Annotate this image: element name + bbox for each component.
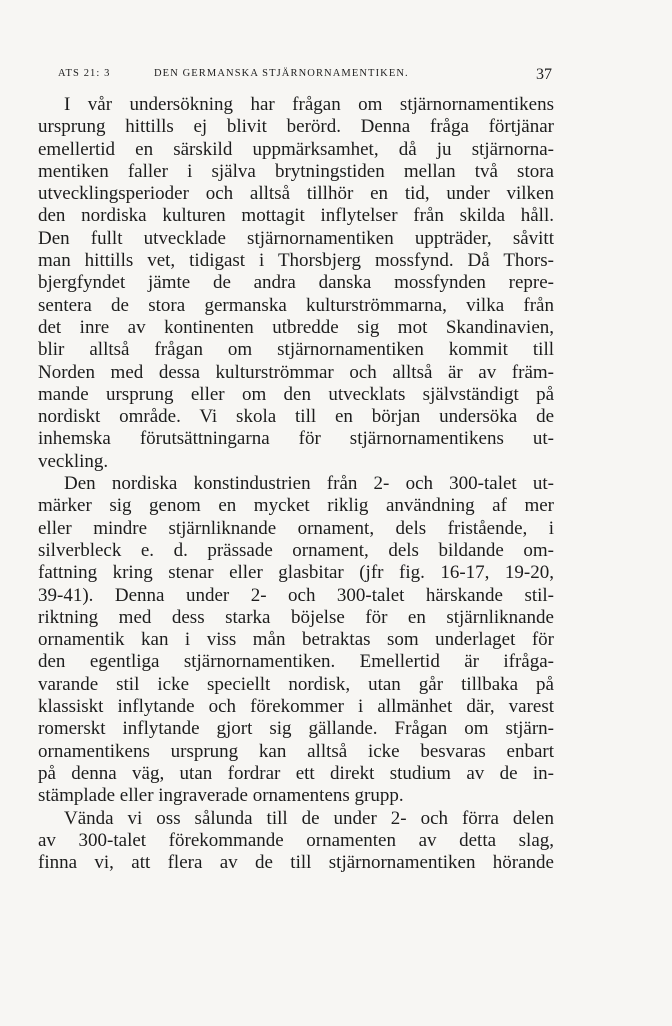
- text-line: Vända vi oss sålunda till de under 2- och förra delen: [64, 807, 554, 829]
- text-line: mande ursprung eller om den utvecklats självständigt på: [38, 383, 554, 405]
- text-line: 39-41). Denna under 2- och 300-talet härskande stil-: [38, 584, 554, 606]
- text-line: Den fullt utvecklade stjärnornamentiken uppträder, såvitt: [38, 227, 554, 249]
- text-line: ornamentik kan i viss mån betraktas som underlaget för: [38, 629, 554, 651]
- text-line: bjergfyndet jämte de andra danska mossfynden repre-: [38, 272, 554, 294]
- text-line: silverbleck e. d. prässade ornament, dels bildande om-: [38, 539, 554, 561]
- text-line: eller mindre stjärnliknande ornament, dels fristående, i: [38, 517, 554, 539]
- running-header: [58, 66, 552, 86]
- text-line: mentiken faller i själva brytningstiden mellan två stora: [38, 160, 554, 182]
- text-line: emellertid en särskild uppmärksamhet, då ju stjärnorna-: [38, 138, 554, 160]
- text-line: det inre av kontinenten utbredde sig mot Skandinavien,: [38, 316, 554, 338]
- text-line: riktning med dess starka böjelse för en stjärnliknande: [38, 606, 554, 628]
- text-line: på denna väg, utan fordrar ett direkt studium av de in-: [38, 762, 554, 784]
- text-line: märker sig genom en mycket riklig användning af mer: [38, 495, 554, 517]
- text-line: varande stil icke speciellt nordisk, utan går tillbaka på: [38, 673, 554, 695]
- text-line: nordiskt område. Vi skola till en början undersöka de: [38, 406, 554, 428]
- text-line: ornamentikens ursprung kan alltså icke besvaras enbart: [38, 740, 554, 762]
- text-line: utvecklingsperioder och alltså tillhör en tid, under vilken: [38, 183, 554, 205]
- text-line: fattning kring stenar eller glasbitar (jfr fig. 16-17, 19-20,: [38, 562, 554, 584]
- text-line: ursprung hittills ej blivit berörd. Denna fråga förtjänar: [38, 116, 554, 138]
- text-line: I vår undersökning har frågan om stjärnornamentikens: [64, 94, 554, 115]
- text-line: av 300-talet förekommande ornamenten av detta slag,: [38, 829, 554, 851]
- text-line: Den nordiska konstindustrien från 2- och 300-talet ut-: [64, 473, 554, 495]
- text-line: sentera de stora germanska kulturströmmarna, vilka från: [38, 294, 554, 316]
- text-line: inhemska förutsättningarna för stjärnornamentikens ut-: [38, 428, 554, 450]
- journal-reference: ATS 21: 3: [58, 68, 111, 79]
- text-line: veckling.: [38, 450, 109, 472]
- text-line: klassiskt inflytande och förekommer i allmänhet där, varest: [38, 696, 554, 718]
- text-line: finna vi, att flera av de till stjärnornamentiken hörande: [38, 852, 554, 874]
- body-text: [38, 94, 554, 874]
- text-line: Norden med dessa kulturströmmar och alltså är av främ-: [38, 361, 554, 383]
- text-line: romerskt inflytande gjort sig gällande. Frågan om stjärn-: [38, 718, 554, 740]
- text-line: den egentliga stjärnornamentiken. Emellertid är ifråga-: [38, 651, 554, 673]
- running-title: DEN GERMANSKA STJÄRNORNAMENTIKEN.: [154, 68, 409, 79]
- text-line: stämplade eller ingraverade ornamentens grupp.: [38, 785, 404, 807]
- text-line: blir alltså frågan om stjärnornamentiken kommit till: [38, 339, 554, 361]
- text-line: den nordiska kulturen mottagit inflytelser från skilda håll.: [38, 205, 554, 227]
- text-line: man hittills vet, tidigast i Thorsbjerg mossfynd. Då Thors-: [38, 250, 554, 272]
- page-number: 37: [536, 66, 552, 83]
